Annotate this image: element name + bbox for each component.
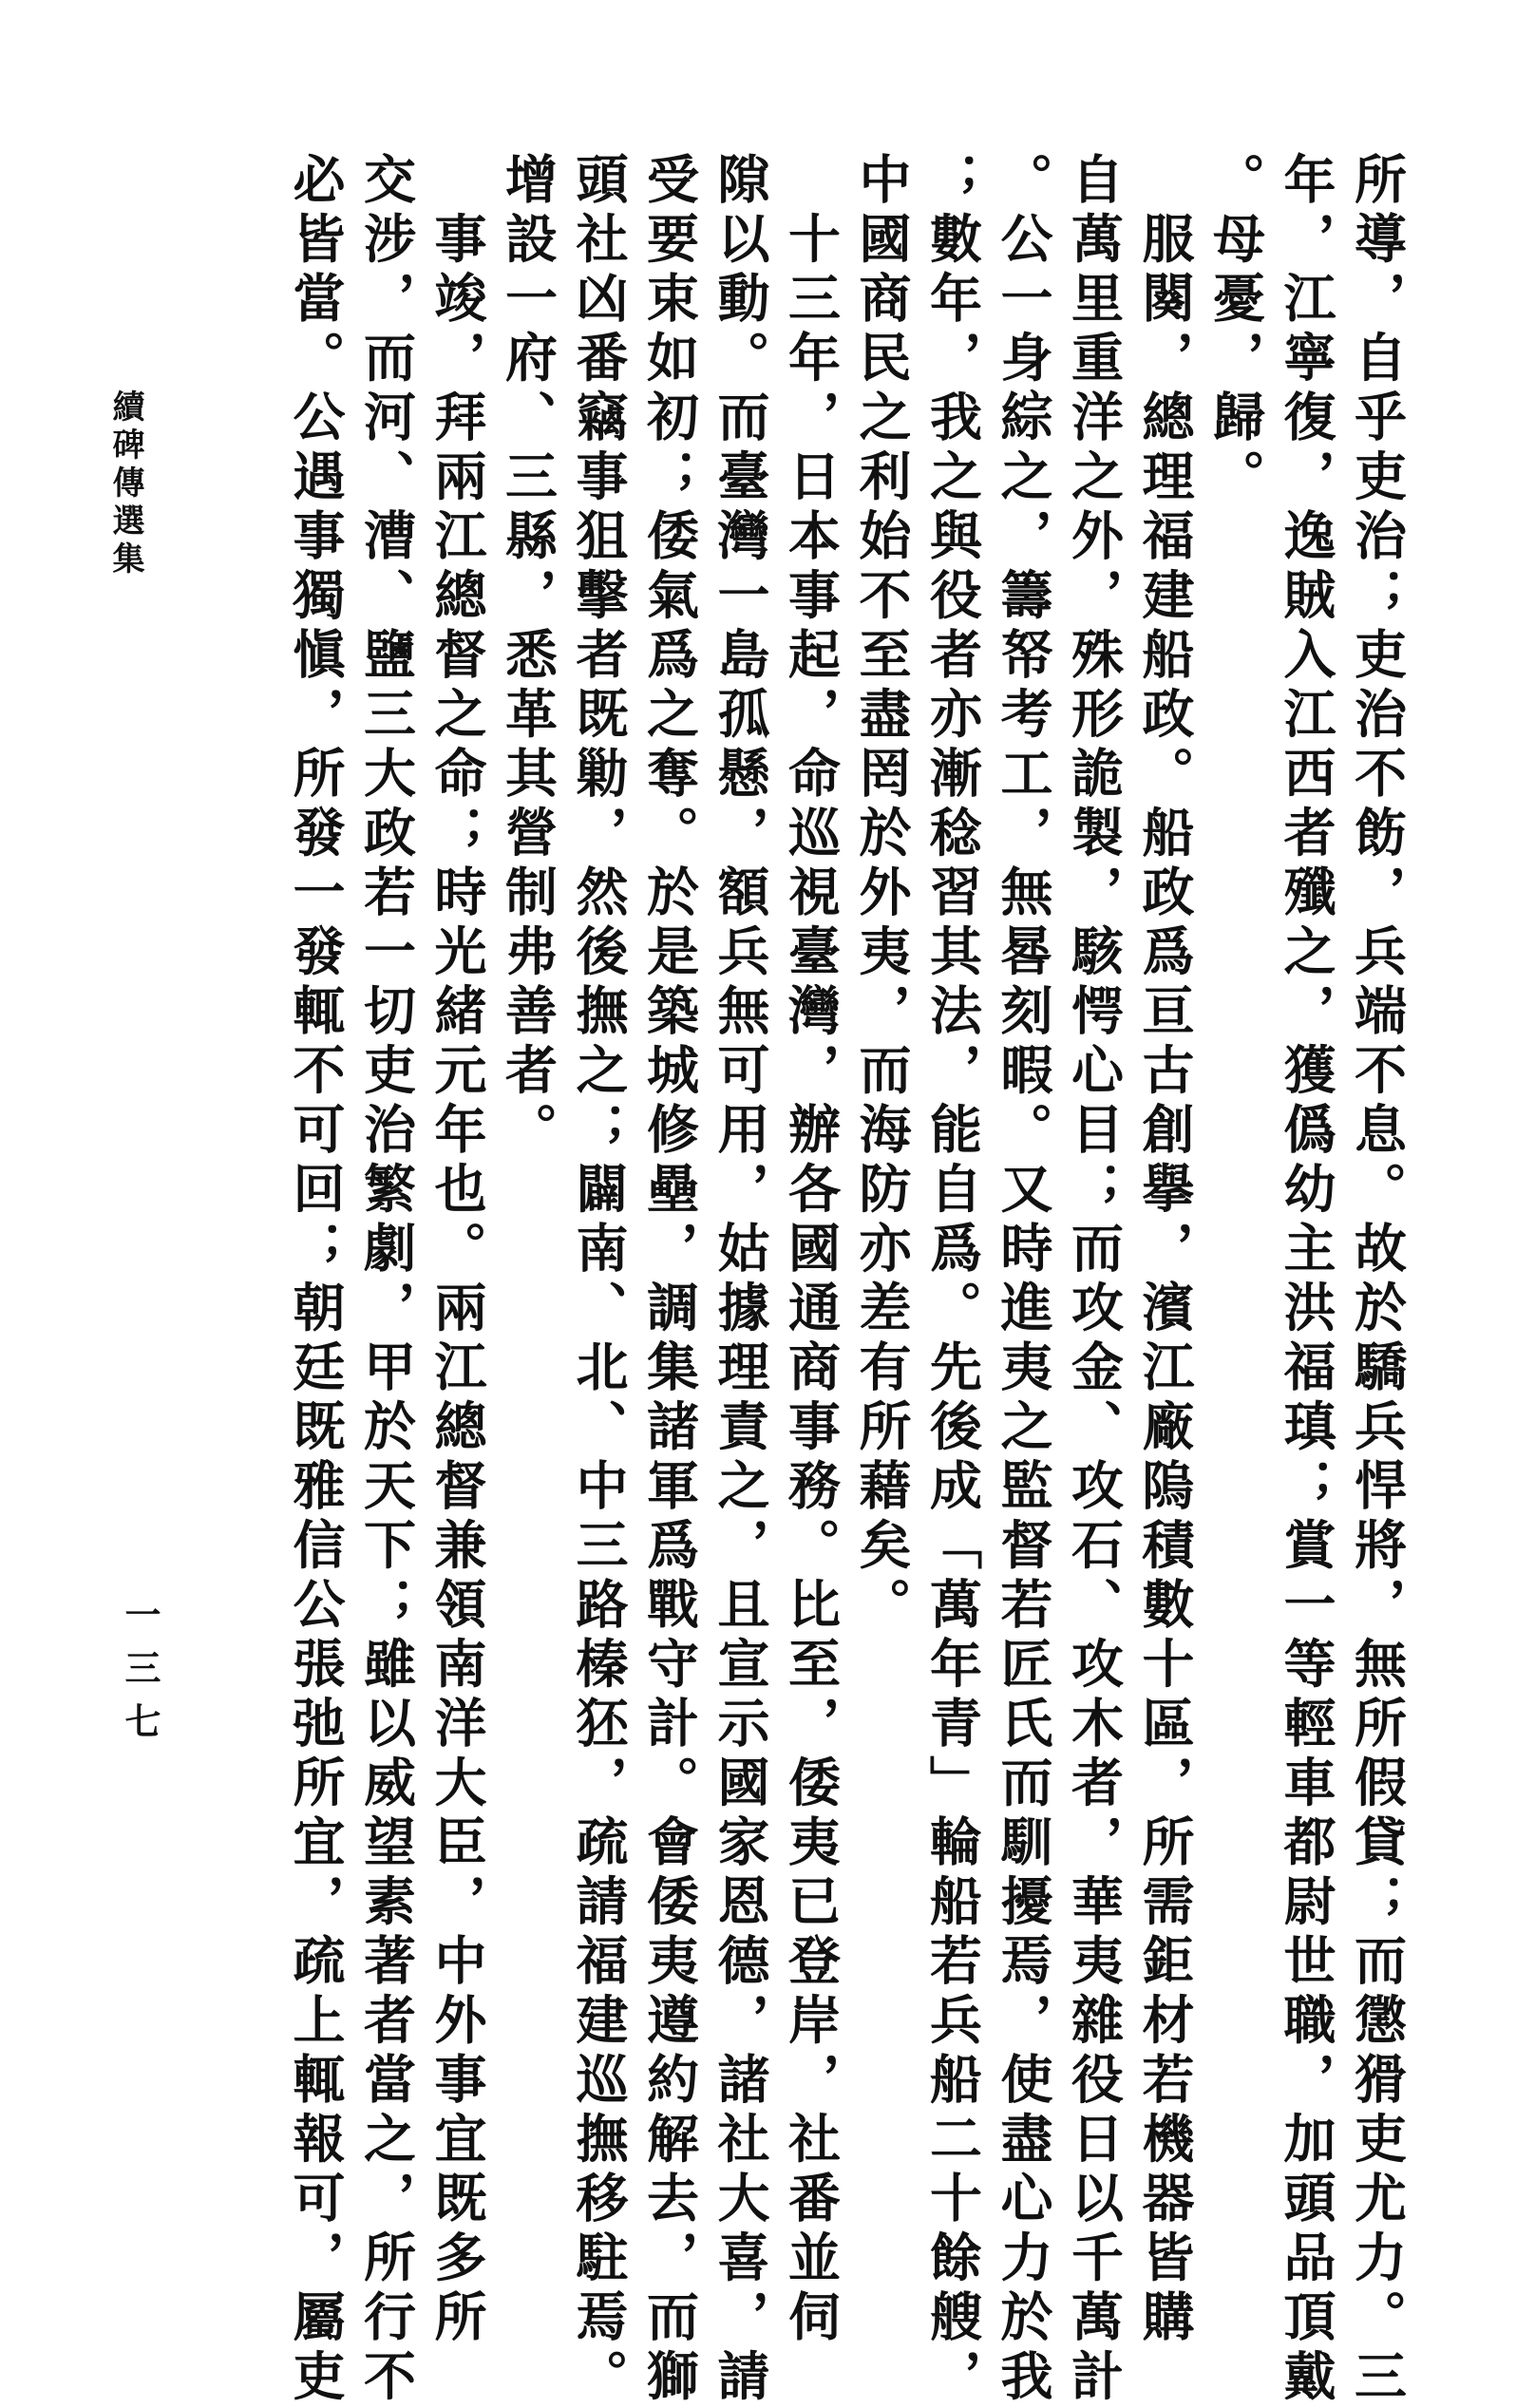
text-column: 所導，自乎吏治；吏治不飭，兵端不息。故於驕兵悍將，無所假貸；而懲猾吏尤力。三 xyxy=(1346,152,1408,2408)
text-column: 必皆當。公遇事獨愼，所發一發輒不可回；朝廷既雅信公張弛所宜，疏上輒報可，屬吏 xyxy=(284,152,347,2408)
running-head: 續碑傳選集 xyxy=(106,389,144,579)
text-column: 年，江寧復，逸賊入江西者殲之，獲僞幼主洪福瑱；賞一等輕車都尉世職，加頭品頂戴 xyxy=(1275,152,1337,2408)
text-column: 交涉，而河、漕、鹽三大政若一切吏治繁劇，甲於天下；雖以威望素著者當之，所行不 xyxy=(355,152,417,2408)
text-column: 。公一身綜之，籌帑考工，無晷刻暇。又時進夷之監督若匠氏而馴擾焉，使盡心力於我 xyxy=(992,152,1054,2408)
text-column: 十三年，日本事起，命巡視臺灣，辦各國通商事務。比至，倭夷已登岸，社番並伺 xyxy=(780,152,842,2349)
text-column: 受要束如初；倭氣爲之奪。於是築城修壘，調集諸軍爲戰守計。會倭夷遵約解去，而獅 xyxy=(638,152,700,2408)
text-column: 服闋，總理福建船政。船政爲亘古創擧，濱江廠隖積數十區，所需鉅材若機器皆購 xyxy=(1133,152,1196,2349)
text-column: 事竣，拜兩江總督之命；時光緒元年也。兩江總督兼領南洋大臣，中外事宜既多所 xyxy=(426,152,488,2349)
body-text xyxy=(129,152,1408,2408)
text-column: 增設一府、三縣，悉革其營制弗善者。 xyxy=(497,152,559,1162)
text-column: 。母憂，歸。 xyxy=(1204,152,1266,508)
text-column: 隙以動。而臺灣一島孤懸，額兵無可用，姑據理責之，且宣示國家恩德，諸社大喜，請 xyxy=(709,152,771,2408)
text-column: ；數年，我之與役者亦漸稔習其法，能自爲。先後成「萬年青」輪船若兵船二十餘艘， xyxy=(921,152,983,2408)
text-column: 自萬里重洋之外，殊形詭製，駭愕心目；而攻金、攻石、攻木者，華夷雜役日以千萬計 xyxy=(1063,152,1125,2408)
page-number: 一三七 xyxy=(119,1596,161,1755)
text-column: 頭社凶番竊事狙擊者既勦，然後撫之；闢南、北、中三路榛狉，疏請福建巡撫移駐焉。 xyxy=(567,152,630,2408)
text-column: 中國商民之利始不至盡罔於外夷，而海防亦差有所藉矣。 xyxy=(850,152,913,1637)
